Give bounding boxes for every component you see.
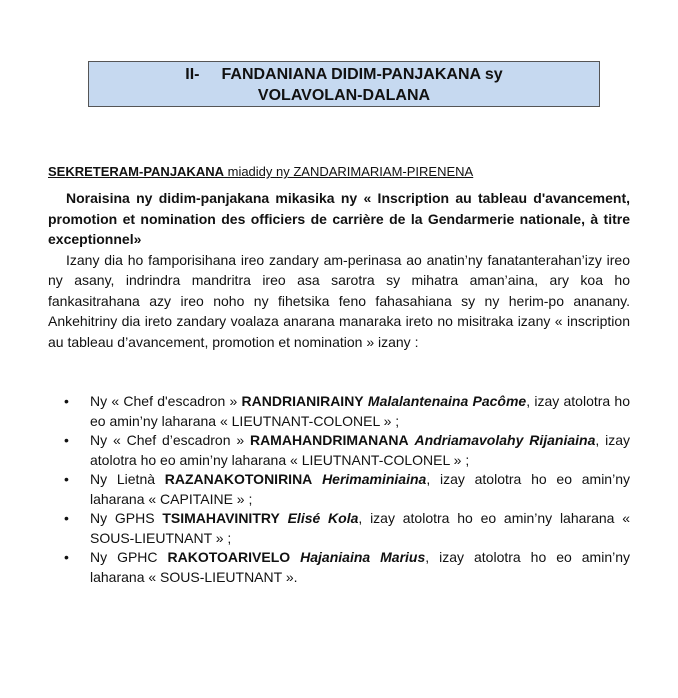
list-item-post: , izay atolotra ho eo amin’ny laharana « SOUS-LIEUTNANT » ; [90,510,631,546]
bullet-icon: • [64,471,69,487]
list-item-post: , izay atolotra ho eo amin’ny laharana « SOUS-LIEUTNANT ». [90,549,630,585]
ministry-heading-prefix: SEKRETERAM-PANJAKANA [48,164,224,179]
decree-title-paragraph: Noraisina ny didim-panjakana mikasika ny « Inscription au tableau d'avancement, promotion et nomination des officiers de carrière de la Gendarmerie nationale, à titre exceptionnel» [48,190,630,247]
list-item-pre: Ny GPHC [90,549,168,565]
section-title-box [88,61,600,107]
section-title-text: FANDANIANA DIDIM-PANJAKANA sy [221,66,503,83]
list-item-pre: Ny « Chef d'escadron » [90,393,242,409]
explanation-paragraph: Izany dia ho famporisihana ireo zandary am-perinasa ao anatin’ny fanatanterahan’izy ireo ny asany, indrindra mandritra ireo asa sarotra sy mihatra aman’aina, ary koa ho fankasitrahana azy ireo noho ny fihetsika feno fahasahiana sy ny herim-po ananany. Ankehitriny dia ireto zandary voalaza anarana manaraka ireto no misitraka izany « inscription au tableau d’avancement, promotion et nomination » izany : [48,251,630,350]
section-title-line2: VOLAVOLAN-DALANA [257,87,431,104]
list-item-surname: RANDRIANIRAINY [241,393,364,409]
ministry-heading-rest: miadidy ny ZANDARIMARIAM-PIRENENA [224,164,474,179]
list-item [48,392,630,431]
list-item [48,470,630,509]
list-item-given: Herimaminiaina [322,471,427,487]
ministry-heading [48,164,473,179]
nominee-list [48,392,630,587]
list-item-given: Malalantenaina Pacôme [367,393,527,409]
section-title-line1 [89,64,599,85]
list-item-given: Andriamavolahy Rijaniaina [414,432,596,448]
list-item-pre: Ny GPHS [90,510,163,526]
list-item-surname: RAMAHANDRIMANANA [249,432,409,448]
intro-block [48,188,630,352]
bullet-icon: • [64,432,69,448]
list-item-given: Hajaniaina Marius [300,549,426,565]
list-item [48,548,630,587]
list-item-post: , izay atolotra ho eo amin’ny laharana « CAPITAINE » ; [90,471,630,507]
list-item [48,509,630,548]
list-item-pre: Ny Lietnà [90,471,165,487]
list-item-surname: TSIMAHAVINITRY [162,510,280,526]
bullet-icon: • [64,510,69,526]
list-item-post: , izay atolotra ho eo amin’ny laharana « LIEUTNANT-COLONEL » ; [90,432,630,468]
list-item [48,431,630,470]
list-item-surname: RAZANAKOTONIRINA [164,471,313,487]
list-item-post: , izay atolotra ho eo amin’ny laharana « LIEUTNANT-COLONEL » ; [90,393,631,429]
bullet-icon: • [64,393,69,409]
list-item-surname: RAKOTOARIVELO [167,549,291,565]
list-item-pre: Ny « Chef d’escadron » [90,432,250,448]
section-number: II- [185,66,200,83]
list-item-given: Elisé Kola [287,510,359,526]
bullet-icon: • [64,549,69,565]
